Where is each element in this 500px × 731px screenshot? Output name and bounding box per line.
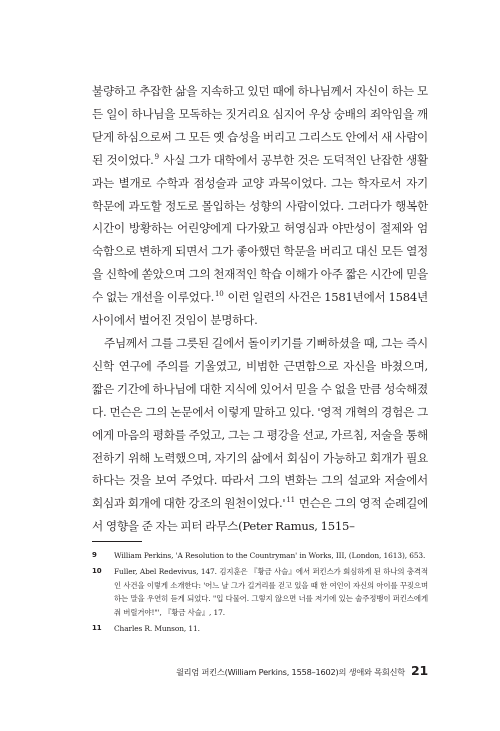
footnote-number: 9 <box>92 551 97 559</box>
footnote-number: 11 <box>92 624 102 633</box>
paragraph-2-text-1: 주님께서 그를 그릇된 길에서 돌이키기를 기뻐하셨을 때, 그는 즉시 신학 연구에 주의를 기울였고, 비범한 근면함으로 자신을 바쳤으며, 짧은 기간에 하나님에 대한 지식에 있어서 믿을 수 없을 만큼 성숙해졌다. 먼슨은 그의 논문에서 이렇게 말하고 있다. '영적 개혁의 경험은 그에게 마음의 평화를 주었고, 그는 그 평강을 선교, 가르침, 저술을 통해 전하기 위해 노력했으며, 자기의 삶에서 회심이 가능하고 회개가 필요하다는 것을 보여 주었다. 따라서 그의 변화는 그의 설교와 저술에서 회심과 회개에 대한 강조의 원천이었다.' <box>92 335 428 511</box>
footnote <box>92 549 428 562</box>
paragraph-2 <box>92 332 428 538</box>
footnote-ref-9: 9 <box>154 152 159 161</box>
footnote-text: Fuller, Abel Redevivus, 147. 김지훈은 『황금 사슬』에서 퍼킨스가 회심하게 된 하나의 충격적인 사건을 이렇게 소개한다: '어느 날 그가 길거리를 걷고 있을 때 한 여인이 자신의 아이를 꾸짖으며 하는 말을 우연히 듣게 되었다. "입 다물어. 그렇지 않으면 너를 저기에 있는 술주정뱅이 퍼킨스에게 줘 버릴거야!"', 『황금 사슬』, 17. <box>114 567 428 617</box>
paragraph-1-text-3: 이런 일련의 사건은 1581년에서 1584년 사이에서 벌어진 것임이 분명하다. <box>92 290 428 328</box>
paragraph-1-text-2: 사실 그가 대학에서 공부한 것은 도덕적인 난잡한 생활과는 별개로 수학과 점성술과 교양 과목이었다. 그는 학자로서 자기 학문에 과도할 정도로 몰입하는 성향의 사람이었다. 그러다가 행복한 시간이 방황하는 어린양에게 다가왔고 허영심과 야만성이 절제와 엄숙함으로 변하게 되면서 그가 좋아했던 학문을 버리고 대신 모든 열정을 신학에 쏟았으며 그의 천재적인 학습 이해가 아주 짧은 시간에 믿을 수 없는 개선을 이루었다. <box>92 152 429 305</box>
paragraph-2-text-2: 먼슨은 그의 영적 순례길에서 영향을 준 자는 피터 라무스(Peter Ramus, 1515– <box>92 496 429 534</box>
footnote <box>92 565 428 619</box>
footnote-text: Charles R. Munson, 11. <box>114 624 200 634</box>
main-text <box>92 80 428 538</box>
footnote-text: William Perkins, 'A Resolution to the Countryman' in Works, III, (London, 1613), 653. <box>114 551 426 560</box>
footnote-ref-10: 10 <box>215 290 224 299</box>
footnote-number: 10 <box>92 567 102 576</box>
running-footer <box>176 663 428 678</box>
footnote-divider <box>92 541 142 542</box>
paragraph-1 <box>92 80 428 332</box>
paragraph-1-text-1: 불량하고 추잡한 삶을 지속하고 있던 때에 하나님께서 자신이 하는 모든 일이 하나님을 모독하는 짓거리요 심지어 우상 숭배의 죄악임을 깨닫게 하심으로써 그 모든 옛 습성을 버리고 그리스도 안에서 새 사람이 된 것이었다. <box>92 84 428 167</box>
footnote <box>92 622 428 635</box>
running-title: 윌리엄 퍼킨스(William Perkins, 1558–1602)의 생애와 목회신학 <box>175 667 405 677</box>
footnote-ref-11: 11 <box>286 496 295 505</box>
footnotes <box>92 549 428 638</box>
page-number: 21 <box>411 663 428 678</box>
